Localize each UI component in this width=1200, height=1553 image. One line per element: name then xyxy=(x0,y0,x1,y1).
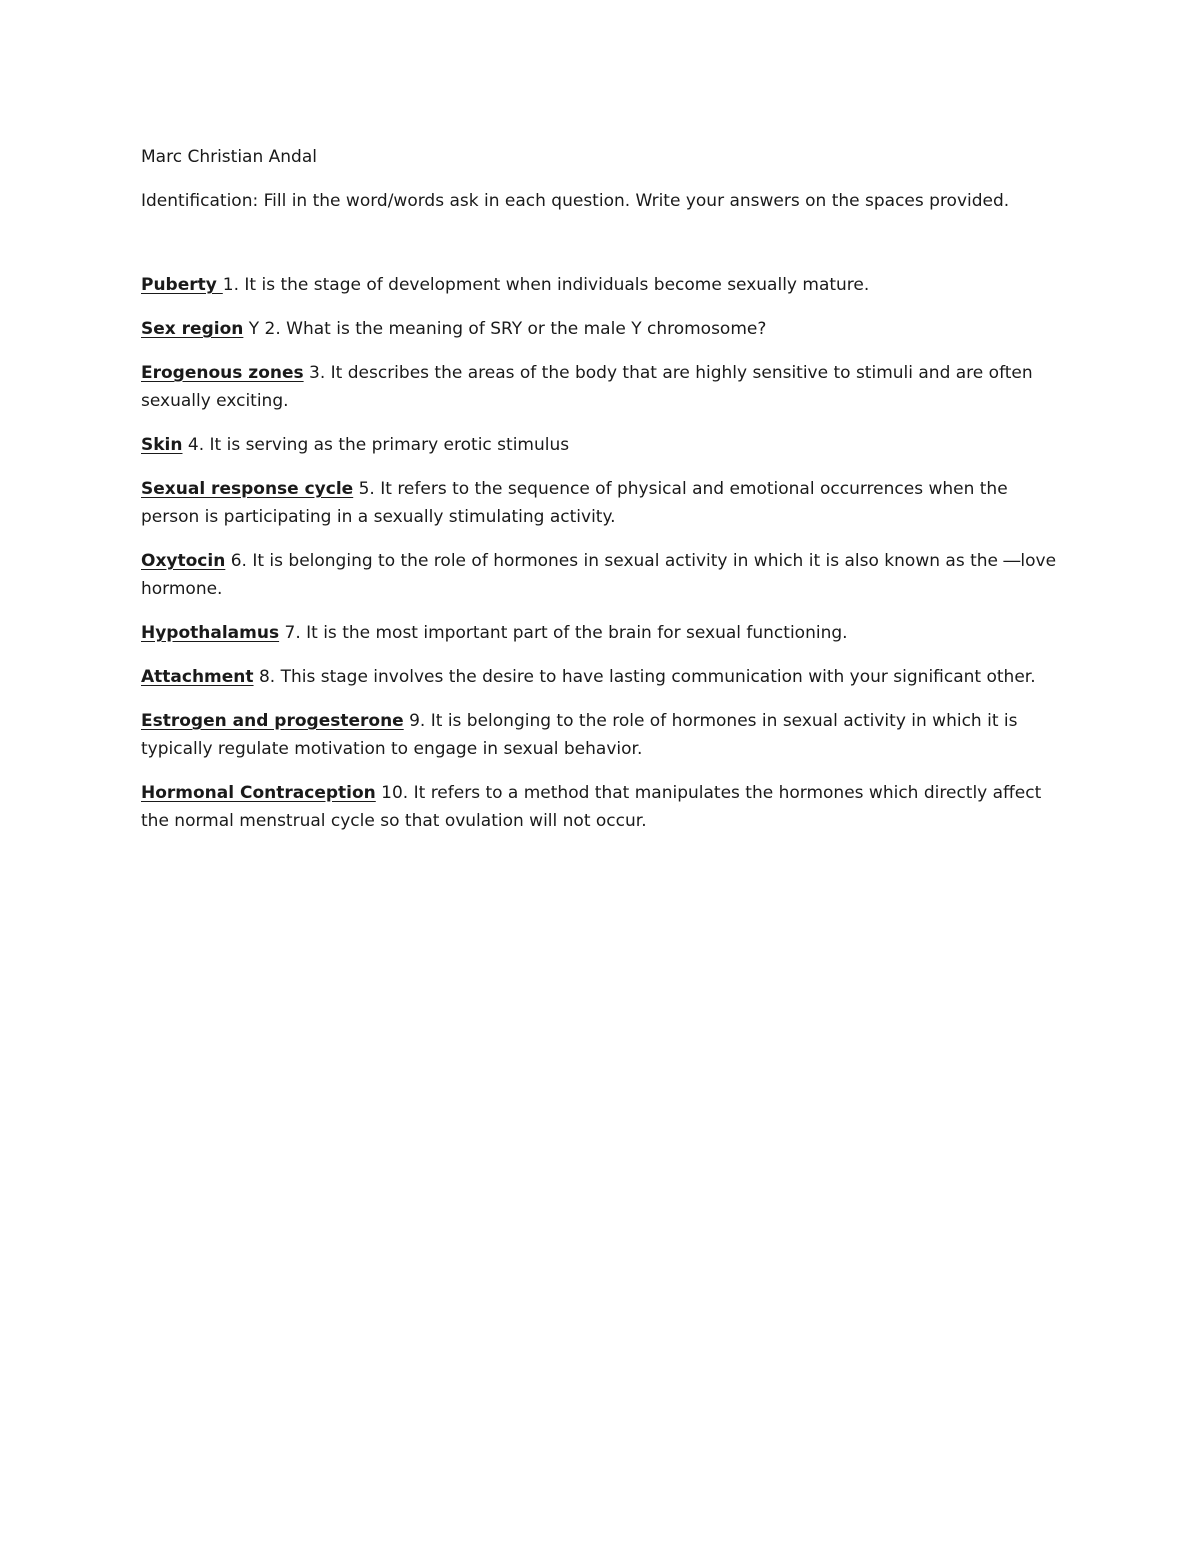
question-item-5 xyxy=(141,475,1061,531)
question-text: 3. It describes the areas of the body that are highly sensitive to stimuli and are often sexually exciting. xyxy=(141,363,1033,411)
question-text: 9. It is belonging to the role of hormones in sexual activity in which it is typically regulate motivation to engage in sexual behavior. xyxy=(141,711,1018,759)
question-item-7 xyxy=(141,619,1061,647)
question-text: 10. It refers to a method that manipulates the hormones which directly affect the normal menstrual cycle so that ovulation will not occur. xyxy=(141,783,1042,831)
question-text: 7. It is the most important part of the brain for sexual functioning. xyxy=(279,623,848,643)
answer-text: Skin xyxy=(141,435,183,455)
question-item-2 xyxy=(141,315,1061,343)
author-name: Marc Christian Andal xyxy=(141,147,317,167)
answer-text: Sex region xyxy=(141,319,244,339)
question-item-3 xyxy=(141,359,1061,415)
question-text: 8. This stage involves the desire to have lasting communication with your significant other. xyxy=(253,667,1036,687)
question-text: 6. It is belonging to the role of hormones in sexual activity in which it is also known as the ―love hormone. xyxy=(141,551,1057,599)
question-item-6 xyxy=(141,547,1061,603)
question-text: 5. It refers to the sequence of physical and emotional occurrences when the person is participating in a sexually stimulating activity. xyxy=(141,479,1008,527)
question-item-10 xyxy=(141,779,1061,835)
answer-text: Attachment xyxy=(141,667,254,687)
question-item-4 xyxy=(141,431,1061,459)
question-text: 4. It is serving as the primary erotic stimulus xyxy=(182,435,570,455)
question-item-1 xyxy=(141,271,1061,299)
question-item-8 xyxy=(141,663,1061,691)
answer-text: Hormonal Contraception xyxy=(141,783,376,803)
answer-text: Puberty xyxy=(141,275,223,295)
question-text: Y 2. What is the meaning of SRY or the male Y chromosome? xyxy=(243,319,767,339)
instructions: Identification: Fill in the word/words ask in each question. Write your answers on the spaces provided. xyxy=(141,191,1010,211)
answer-text: Sexual response cycle xyxy=(141,479,354,499)
answer-text: Erogenous zones xyxy=(141,363,304,383)
question-item-9 xyxy=(141,707,1061,763)
answer-text: Oxytocin xyxy=(141,551,226,571)
answer-text: Hypothalamus xyxy=(141,623,280,643)
document-page xyxy=(141,143,1061,851)
question-list xyxy=(141,271,1061,835)
question-text: 1. It is the stage of development when individuals become sexually mature. xyxy=(222,275,870,295)
answer-text: Estrogen and progesterone xyxy=(141,711,404,731)
